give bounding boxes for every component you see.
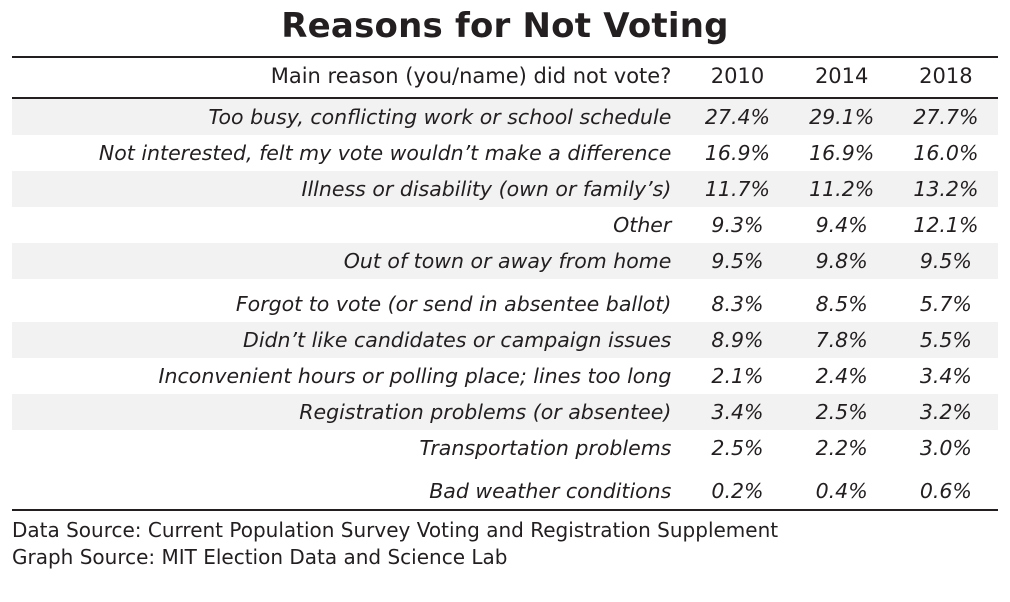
cell-y2010: 8.9% <box>685 322 789 358</box>
cell-y2010: 8.3% <box>711 292 764 316</box>
cell-y2018: 0.6% <box>919 479 972 503</box>
cell-y2014: 0.4% <box>815 479 868 503</box>
cell-y2018: 5.5% <box>894 322 998 358</box>
table-row <box>12 135 998 171</box>
cell-reason: Too busy, conflicting work or school schedule <box>12 98 685 135</box>
cell-y2010: 3.4% <box>685 394 789 430</box>
cell-y2014: 7.8% <box>790 322 894 358</box>
table-row-spacer-cell <box>12 279 998 286</box>
column-header-reason: Main reason (you/name) did not vote? <box>12 58 685 98</box>
table-row <box>12 473 998 510</box>
cell-y2010: 11.7% <box>685 171 789 207</box>
table-row-spacer-cell <box>12 466 998 473</box>
graph-source-note: Graph Source: MIT Election Data and Science Lab <box>12 545 508 569</box>
cell-reason: Transportation problems <box>419 436 672 460</box>
reasons-table <box>12 56 998 511</box>
cell-y2010: 9.5% <box>685 243 789 279</box>
table-row <box>12 171 998 207</box>
table-body <box>12 98 998 510</box>
cell-y2014: 2.4% <box>815 364 868 388</box>
table-row <box>12 322 998 358</box>
table-row <box>12 207 998 243</box>
cell-y2010: 0.2% <box>711 479 764 503</box>
column-header-2014: 2014 <box>790 58 894 98</box>
cell-y2010: 2.5% <box>711 436 764 460</box>
table-bottom-rule <box>12 510 998 511</box>
table-row-spacer <box>12 279 998 286</box>
table-header <box>12 57 998 98</box>
cell-y2010: 9.3% <box>711 213 764 237</box>
cell-y2018: 16.0% <box>913 141 979 165</box>
table-row <box>12 98 998 135</box>
cell-y2014: 2.5% <box>790 394 894 430</box>
cell-y2014: 29.1% <box>790 98 894 135</box>
column-header-2018: 2018 <box>894 58 998 98</box>
cell-reason: Illness or disability (own or family’s) <box>12 171 685 207</box>
cell-reason: Out of town or away from home <box>12 243 685 279</box>
data-source-note: Data Source: Current Population Survey Voting and Registration Supplement <box>12 518 779 542</box>
table-row <box>12 430 998 466</box>
column-header-2010: 2010 <box>685 58 789 98</box>
cell-y2018: 13.2% <box>894 171 998 207</box>
cell-y2018: 9.5% <box>894 243 998 279</box>
cell-reason: Didn’t like candidates or campaign issues <box>12 322 685 358</box>
cell-y2010: 27.4% <box>685 98 789 135</box>
table-row-spacer <box>12 466 998 473</box>
cell-reason: Not interested, felt my vote wouldn’t make a difference <box>98 141 672 165</box>
cell-reason: Inconvenient hours or polling place; lines too long <box>158 364 672 388</box>
table-row <box>12 243 998 279</box>
table-row <box>12 286 998 322</box>
cell-y2018: 5.7% <box>919 292 972 316</box>
cell-y2018: 12.1% <box>913 213 979 237</box>
cell-y2018: 27.7% <box>894 98 998 135</box>
cell-reason: Other <box>613 213 672 237</box>
table-row <box>12 394 998 430</box>
cell-y2014: 8.5% <box>815 292 868 316</box>
cell-y2014: 16.9% <box>809 141 875 165</box>
table-footer <box>12 510 998 511</box>
page-title: Reasons for Not Voting <box>281 6 729 46</box>
cell-y2014: 11.2% <box>790 171 894 207</box>
cell-y2018: 3.4% <box>919 364 972 388</box>
cell-y2014: 2.2% <box>815 436 868 460</box>
cell-y2018: 3.0% <box>919 436 972 460</box>
cell-y2010: 2.1% <box>711 364 764 388</box>
cell-reason: Registration problems (or absentee) <box>12 394 685 430</box>
table-header-row <box>12 58 998 98</box>
cell-reason: Forgot to vote (or send in absentee ballot) <box>235 292 672 316</box>
cell-y2018: 3.2% <box>894 394 998 430</box>
cell-reason: Bad weather conditions <box>429 479 672 503</box>
cell-y2014: 9.4% <box>815 213 868 237</box>
cell-y2014: 9.8% <box>790 243 894 279</box>
source-notes <box>12 517 998 571</box>
cell-y2010: 16.9% <box>704 141 771 165</box>
table-row <box>12 358 998 394</box>
